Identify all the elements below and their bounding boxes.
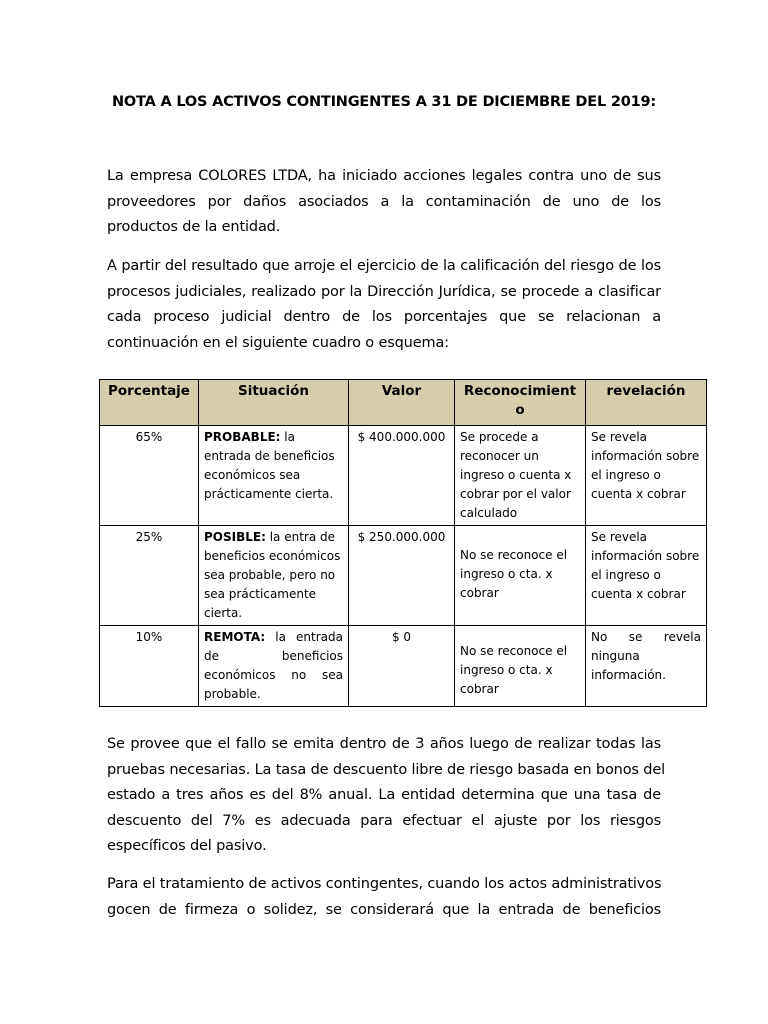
cell-situacion: [199, 426, 349, 526]
paragraph-line: pruebas necesarias. La tasa de descuento libre de riesgo basada en bonos del: [107, 761, 665, 778]
cell-revelacion: Se revela información sobre el ingreso o cuenta x cobrar: [586, 526, 707, 626]
header-reconocimiento: Reconocimient o: [455, 380, 586, 426]
cell-revelacion: No se revela ninguna información.: [586, 626, 707, 707]
header-porcentaje: Porcentaje: [100, 380, 199, 426]
situation-text: la entrada de beneficios económicos sea prácticamente cierta.: [204, 430, 335, 501]
cell-reconocimiento: No se reconoce el ingreso o cta. x cobrar: [455, 526, 586, 626]
paragraph-treatment: [107, 872, 661, 923]
situation-text: la entrada de beneficios económicos no sea probable.: [204, 630, 343, 701]
situation-text: la entra de beneficios económicos sea probable, pero no sea prácticamente cierta.: [204, 530, 341, 620]
paragraph-line: Para el tratamiento de activos contingentes, cuando los actos administrativos: [107, 876, 662, 892]
contingent-assets-table: [99, 379, 707, 707]
paragraph-classification: [107, 254, 661, 356]
table-header-row: [100, 380, 707, 426]
paragraph-intro: [107, 164, 661, 241]
table-row: [100, 626, 707, 707]
paragraph-line: A partir del resultado que arroje el ejercicio de la calificación del riesgo de los: [107, 258, 661, 274]
header-valor: Valor: [349, 380, 455, 426]
header-situacion: Situación: [199, 380, 349, 426]
paragraph-line: específicos del pasivo.: [107, 838, 267, 854]
paragraph-ruling: [107, 732, 665, 860]
paragraph-line: Se provee que el fallo se emita dentro de 3 años luego de realizar todas las: [107, 736, 661, 752]
document-title: NOTA A LOS ACTIVOS CONTINGENTES A 31 DE DICIEMBRE DEL 2019:: [111, 94, 657, 110]
paragraph-line: gocen de firmeza o solidez, se considerará que la entrada de beneficios: [107, 901, 661, 918]
cell-valor: $ 0: [349, 626, 455, 707]
cell-porcentaje: 10%: [100, 626, 199, 707]
paragraph-line: estado a tres años es del 8% anual. La entidad determina que una tasa de: [107, 787, 661, 803]
table-row: [100, 426, 707, 526]
cell-situacion: [199, 526, 349, 626]
situation-label: PROBABLE:: [204, 430, 281, 444]
situation-label: REMOTA:: [204, 630, 266, 644]
paragraph-line: proveedores por daños asociados a la contaminación de uno de los: [107, 193, 661, 210]
paragraph-line: procesos judiciales, realizado por la Dirección Jurídica, se procede a clasificar: [107, 283, 661, 300]
cell-valor: $ 400.000.000: [349, 426, 455, 526]
paragraph-line: La empresa COLORES LTDA, ha iniciado acciones legales contra uno de sus: [107, 168, 661, 184]
cell-porcentaje: 65%: [100, 426, 199, 526]
cell-situacion: [199, 626, 349, 707]
paragraph-line: cada proceso judicial dentro de los porcentajes que se relacionan a: [107, 309, 661, 325]
cell-porcentaje: 25%: [100, 526, 199, 626]
table-row: [100, 526, 707, 626]
cell-reconocimiento: Se procede a reconocer un ingreso o cuenta x cobrar por el valor calculado: [455, 426, 586, 526]
cell-valor: $ 250.000.000: [349, 526, 455, 626]
cell-revelacion: Se revela información sobre el ingreso o cuenta x cobrar: [586, 426, 707, 526]
cell-reconocimiento: No se reconoce el ingreso o cta. x cobrar: [455, 626, 586, 707]
paragraph-line: productos de la entidad.: [107, 219, 281, 235]
paragraph-line: continuación en el siguiente cuadro o esquema:: [107, 334, 449, 351]
paragraph-line: descuento del 7% es adecuada para efectuar el ajuste por los riesgos: [107, 812, 661, 829]
situation-label: POSIBLE:: [204, 530, 266, 544]
header-revelacion: revelación: [586, 380, 707, 426]
